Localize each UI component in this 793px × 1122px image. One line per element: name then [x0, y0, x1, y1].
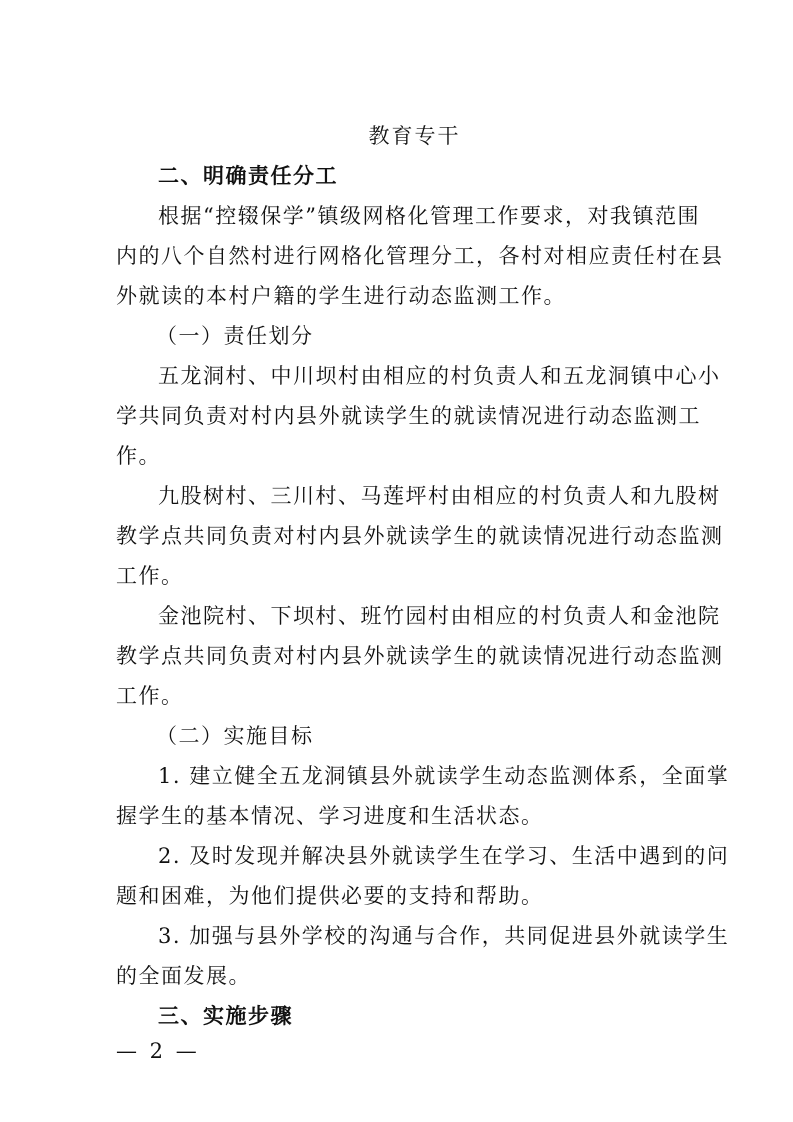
paragraph-1-line-1: 五龙洞村、中川坝村由相应的村负责人和五龙洞镇中心小 [158, 364, 721, 388]
goal-2-line-2: 题和困难，为他们提供必要的支持和帮助。 [116, 884, 544, 908]
paragraph-3-line-3: 工作。 [116, 684, 184, 708]
intro-line-2: 内的八个自然村进行网格化管理分工，各村对相应责任村在县 [116, 244, 724, 268]
section-2-heading: 二、明确责任分工 [158, 164, 338, 188]
goal-3-line-1: 3. 加强与县外学校的沟通与合作，共同促进县外就读学生 [158, 924, 730, 948]
goal-2-line-1: 2. 及时发现并解决县外就读学生在学习、生活中遇到的问 [158, 844, 730, 868]
subsection-1-heading: （一）责任划分 [156, 324, 314, 348]
paragraph-2-line-2: 教学点共同负责对村内县外就读学生的就读情况进行动态监测 [116, 524, 724, 548]
goal-3-line-2: 的全面发展。 [116, 964, 251, 988]
header-label: 教育专干 [368, 124, 461, 148]
goal-1-line-1: 1. 建立健全五龙洞镇县外就读学生动态监测体系，全面掌 [158, 764, 730, 788]
intro-line-3: 外就读的本村户籍的学生进行动态监测工作。 [116, 284, 566, 308]
intro-line-1: 根据“控辍保学”镇级网格化管理工作要求，对我镇范围 [158, 204, 700, 228]
goal-1-line-2: 握学生的基本情况、学习进度和生活状态。 [116, 804, 544, 828]
paragraph-2-line-3: 工作。 [116, 564, 184, 588]
subsection-2-heading: （二）实施目标 [156, 724, 314, 748]
paragraph-1-line-2: 学共同负责对村内县外就读学生的就读情况进行动态监测工 [116, 404, 701, 428]
paragraph-3-line-2: 教学点共同负责对村内县外就读学生的就读情况进行动态监测 [116, 644, 724, 668]
section-3-heading: 三、实施步骤 [158, 1004, 293, 1028]
paragraph-3-line-1: 金池院村、下坝村、班竹园村由相应的村负责人和金池院 [158, 604, 721, 628]
page-number: — 2 — [116, 1039, 200, 1063]
paragraph-1-line-3: 作。 [116, 444, 161, 468]
paragraph-2-line-1: 九股树村、三川村、马莲坪村由相应的村负责人和九股树 [158, 484, 721, 508]
